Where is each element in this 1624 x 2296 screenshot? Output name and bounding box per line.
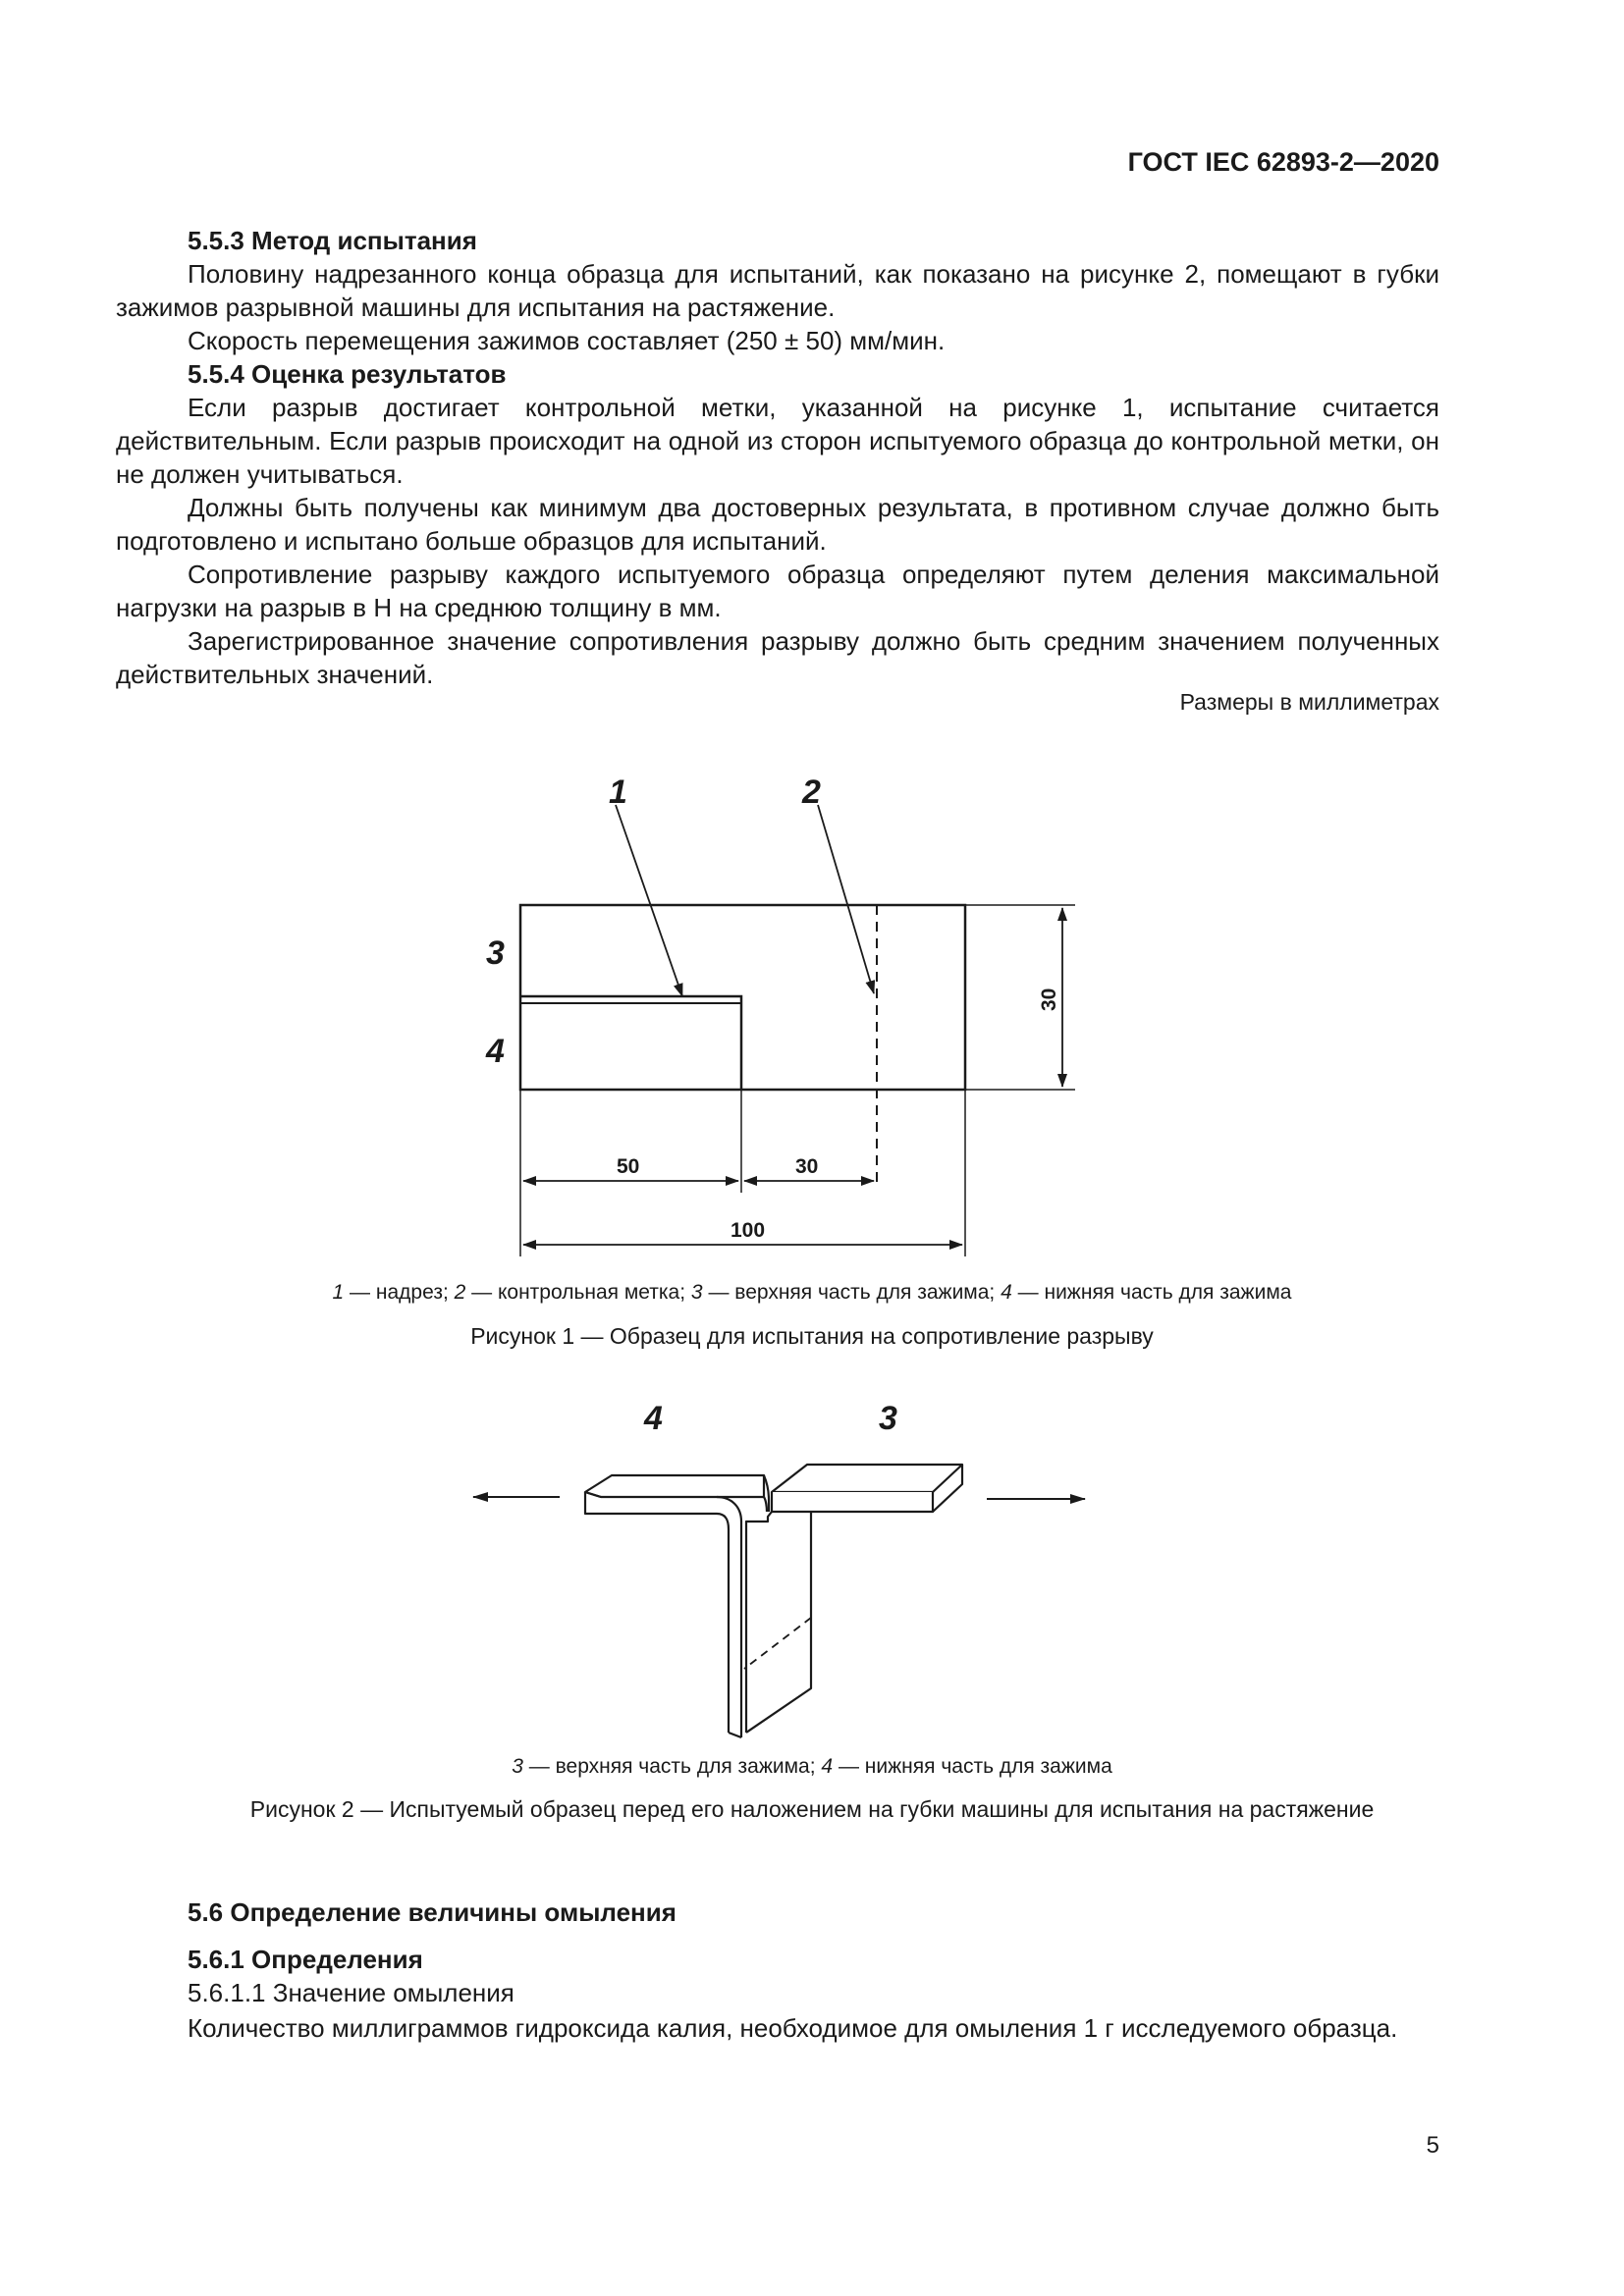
section-heading-5-5-4: 5.5.4 Оценка результатов — [188, 359, 507, 389]
figure-1-legend — [0, 1281, 1624, 1305]
section-heading-5-6-1-1: 5.6.1.1 Значение омыления — [188, 1978, 514, 2007]
figure-2-label-4: 4 — [644, 1400, 663, 1437]
figure-1-caption: Рисунок 1 — Образец для испытания на сопротивление разрыву — [470, 1323, 1154, 1349]
figure-2-legend — [0, 1755, 1624, 1779]
legend-text: — контрольная метка; — [465, 1281, 691, 1304]
figure-2-label-3: 3 — [879, 1400, 897, 1437]
notch-cut — [520, 996, 741, 1090]
figure-1-label-2: 2 — [802, 774, 821, 811]
legend-text: — нижняя часть для зажима — [833, 1755, 1112, 1778]
figure-2-drawing — [0, 1374, 1624, 1767]
legend-text: — верхняя часть для зажима; — [522, 1755, 822, 1778]
paragraph: Скорость перемещения зажимов составляет (250 ± 50) мм/мин. — [188, 326, 946, 355]
section-heading-5-5-3: 5.5.3 Метод испытания — [188, 226, 477, 255]
document-header: ГОСТ IEC 62893-2—2020 — [1127, 147, 1439, 177]
section-heading-5-6: 5.6 Определение величины омыления — [188, 1897, 677, 1927]
legend-text: — надрез; — [344, 1281, 455, 1304]
dimension-100: 100 — [731, 1219, 766, 1242]
paragraph: Зарегистрированное значение сопротивления разрыву должно быть средним значением полученных действительных значений. — [116, 626, 1439, 689]
dimension-50: 50 — [617, 1155, 640, 1178]
legend-num: 2 — [454, 1281, 466, 1304]
paragraph: Половину надрезанного конца образца для испытаний, как показано на рисунке 2, помещают в губки зажимов разрывной машины для испытания на растяжение. — [116, 259, 1439, 322]
paragraph: Если разрыв достигает контрольной метки, указанной на рисунке 1, испытание считается действительным. Если разрыв происходит на одной из сторон испытуемого образца до контрольной метки, он не должен учитываться. — [116, 393, 1439, 489]
legend-num: 4 — [1001, 1281, 1012, 1304]
legend-num: 3 — [512, 1755, 523, 1778]
page-number: 5 — [1426, 2132, 1439, 2159]
control-mark — [744, 1618, 811, 1669]
legend-text: — верхняя часть для зажима; — [702, 1281, 1001, 1304]
paragraph: Сопротивление разрыву каждого испытуемого образца определяют путем деления максимальной нагрузки на разрыв в Н на среднюю толщину в мм. — [116, 560, 1439, 622]
section-heading-5-6-1: 5.6.1 Определения — [188, 1945, 423, 1974]
figure-1-label-1: 1 — [609, 774, 627, 811]
dimensions-note: Размеры в миллиметрах — [1179, 689, 1439, 715]
upper-clamp-part — [772, 1465, 962, 1492]
body-text-definition — [116, 2011, 1439, 2045]
paragraph: Количество миллиграммов гидроксида калия, необходимое для омыления 1 г исследуемого образца. — [188, 2013, 1398, 2043]
legend-num: 4 — [821, 1755, 834, 1778]
paragraph: Должны быть получены как минимум два достоверных результата, в противном случае должно быть подготовлено и испытано больше образцов для испытаний. — [116, 493, 1439, 556]
legend-num: 1 — [332, 1281, 345, 1304]
legend-num: 3 — [690, 1281, 703, 1304]
lower-clamp-part — [585, 1475, 764, 1497]
dimension-height: 30 — [1038, 988, 1060, 1011]
figure-1-label-4: 4 — [486, 1033, 505, 1070]
legend-text: — нижняя часть для зажима — [1011, 1281, 1292, 1304]
figure-2-caption: Рисунок 2 — Испытуемый образец перед его наложением на губки машины для испытания на растяжение — [249, 1796, 1375, 1822]
dimension-30: 30 — [795, 1155, 819, 1178]
figure-1-label-3: 3 — [486, 934, 505, 972]
